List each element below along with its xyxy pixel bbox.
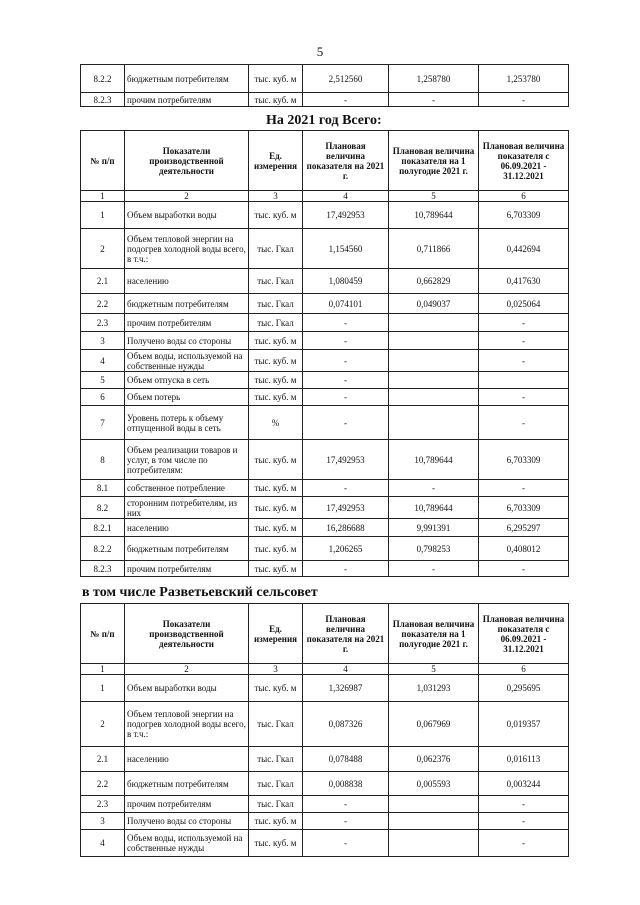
cell-col-2: Объем потерь xyxy=(125,389,249,406)
cell-col-4: 17,492953 xyxy=(303,440,389,480)
cell-col-4: - xyxy=(303,406,389,440)
header-row xyxy=(81,604,569,664)
cell-col-4: 1,080459 xyxy=(303,269,389,294)
cell-col-1: 8.2.1 xyxy=(81,519,125,537)
cell-col-6: - xyxy=(479,830,569,857)
cell-col-6: - xyxy=(479,332,569,350)
table-row xyxy=(81,389,569,406)
cell-col-1: 1 xyxy=(81,664,125,675)
cell-col-1: 2 xyxy=(81,229,125,269)
cell-col-2: населению xyxy=(125,747,249,772)
cell-col-6: 0,003244 xyxy=(479,772,569,796)
cell-col-2: Показатели производственной деятельности xyxy=(125,604,249,664)
cell-col-1: 2.2 xyxy=(81,772,125,796)
cell-col-2: Объем воды, используемой на собственные нужды xyxy=(125,350,249,372)
cell-col-4: - xyxy=(303,561,389,577)
table-row xyxy=(81,796,569,813)
table-row xyxy=(81,813,569,830)
cell-col-5: Плановая величина показателя на 1 полугодие 2021 г. xyxy=(389,604,479,664)
table-row xyxy=(81,675,569,702)
cell-col-2: прочим потребителям xyxy=(125,314,249,332)
cell-col-4: 17,492953 xyxy=(303,202,389,229)
cell-col-2: прочим потребителям xyxy=(125,561,249,577)
cell-col-1: 1 xyxy=(81,675,125,702)
cell-col-6: 6,295297 xyxy=(479,519,569,537)
cell-col-3: тыс. Гкал xyxy=(249,314,303,332)
cell-col-6: 6 xyxy=(479,664,569,675)
table-row xyxy=(81,537,569,561)
column-index-row xyxy=(81,664,569,675)
cell-col-4: 1,326987 xyxy=(303,675,389,702)
cell-col-6 xyxy=(479,372,569,389)
cell-col-3: тыс. Гкал xyxy=(249,796,303,813)
cell-col-6: - xyxy=(479,406,569,440)
cell-col-6: - xyxy=(479,561,569,577)
cell-col-6: 0,025064 xyxy=(479,294,569,314)
cell-col-4: 16,286688 xyxy=(303,519,389,537)
cell-col-5: 0,005593 xyxy=(389,772,479,796)
cell-col-3: тыс. Гкал xyxy=(249,294,303,314)
cell-col-1: 2.3 xyxy=(81,314,125,332)
cell-col-5 xyxy=(389,350,479,372)
table-row xyxy=(81,269,569,294)
cell-col-2: бюджетным потребителям xyxy=(125,65,249,93)
table-row xyxy=(81,350,569,372)
cell-col-6: - xyxy=(479,796,569,813)
cell-col-1: 5 xyxy=(81,372,125,389)
cell-col-4: - xyxy=(303,389,389,406)
cell-col-1: № п/п xyxy=(81,604,125,664)
cell-col-2: населению xyxy=(125,269,249,294)
cell-col-3: тыс. куб. м xyxy=(249,497,303,519)
table-row xyxy=(81,229,569,269)
top-table-fragment xyxy=(80,64,569,107)
table-row xyxy=(81,372,569,389)
section1-table-body xyxy=(81,131,569,577)
cell-col-2: Объем выработки воды xyxy=(125,675,249,702)
cell-col-4: 0,078488 xyxy=(303,747,389,772)
cell-col-5: - xyxy=(389,480,479,497)
cell-col-6: - xyxy=(479,813,569,830)
table-row xyxy=(81,440,569,480)
cell-col-3: тыс. куб. м xyxy=(249,675,303,702)
cell-col-5: 0,662829 xyxy=(389,269,479,294)
cell-col-2: прочим потребителям xyxy=(125,796,249,813)
cell-col-3: тыс. куб. м xyxy=(249,440,303,480)
cell-col-5 xyxy=(389,314,479,332)
cell-col-3: тыс. куб. м xyxy=(249,350,303,372)
cell-col-4: 1,206265 xyxy=(303,537,389,561)
cell-col-2: Получено воды со стороны xyxy=(125,813,249,830)
cell-col-5 xyxy=(389,830,479,857)
cell-col-6: 1,253780 xyxy=(479,65,569,93)
cell-col-2: Показатели производственной деятельности xyxy=(125,131,249,191)
cell-col-4: - xyxy=(303,796,389,813)
cell-col-2: 2 xyxy=(125,191,249,202)
cell-col-2: собственное потребление xyxy=(125,480,249,497)
cell-col-5 xyxy=(389,813,479,830)
cell-col-1: 8.2 xyxy=(81,497,125,519)
cell-col-2: Объем выработки воды xyxy=(125,202,249,229)
cell-col-4: - xyxy=(303,480,389,497)
cell-col-4: 17,492953 xyxy=(303,497,389,519)
section1-heading: На 2021 год Всего: xyxy=(266,113,382,128)
cell-col-3: тыс. куб. м xyxy=(249,813,303,830)
cell-col-6: Плановая величина показателя с 06.09.2021 - 31.12.2021 xyxy=(479,131,569,191)
table-row xyxy=(81,497,569,519)
column-index-row xyxy=(81,191,569,202)
cell-col-3: тыс. Гкал xyxy=(249,772,303,796)
table-row xyxy=(81,747,569,772)
cell-col-3: % xyxy=(249,406,303,440)
cell-col-2: 2 xyxy=(125,664,249,675)
cell-col-5 xyxy=(389,796,479,813)
cell-col-2: Объем тепловой энергии на подогрев холодной воды всего, в т.ч.: xyxy=(125,229,249,269)
section2-heading: в том числе Разветьевский сельсовет xyxy=(82,585,318,600)
cell-col-6: - xyxy=(479,480,569,497)
cell-col-1: 8.2.2 xyxy=(81,65,125,93)
cell-col-6: - xyxy=(479,350,569,372)
cell-col-3: Ед. измерения xyxy=(249,604,303,664)
cell-col-5: 10,789644 xyxy=(389,440,479,480)
cell-col-1: 8.2.3 xyxy=(81,561,125,577)
cell-col-5: 10,789644 xyxy=(389,497,479,519)
cell-col-2: бюджетным потребителям xyxy=(125,294,249,314)
cell-col-3: 3 xyxy=(249,664,303,675)
cell-col-5: 0,067969 xyxy=(389,702,479,747)
cell-col-6: 6,703309 xyxy=(479,497,569,519)
top-table-body xyxy=(81,65,569,107)
cell-col-2: Объем тепловой энергии на подогрев холодной воды всего, в т.ч.: xyxy=(125,702,249,747)
cell-col-4: - xyxy=(303,314,389,332)
cell-col-5: - xyxy=(389,561,479,577)
cell-col-3: тыс. куб. м xyxy=(249,537,303,561)
cell-col-6: 6,703309 xyxy=(479,202,569,229)
cell-col-3: тыс. Гкал xyxy=(249,269,303,294)
table-row xyxy=(81,772,569,796)
cell-col-3: тыс. куб. м xyxy=(249,202,303,229)
cell-col-1: 2.1 xyxy=(81,269,125,294)
cell-col-2: Получено воды со стороны xyxy=(125,332,249,350)
table-row xyxy=(81,561,569,577)
cell-col-6: 0,019357 xyxy=(479,702,569,747)
cell-col-1: 4 xyxy=(81,350,125,372)
cell-col-1: 2.1 xyxy=(81,747,125,772)
cell-col-2: бюджетным потребителям xyxy=(125,772,249,796)
table-row xyxy=(81,294,569,314)
cell-col-6: Плановая величина показателя с 06.09.2021 - 31.12.2021 xyxy=(479,604,569,664)
cell-col-6: 0,442694 xyxy=(479,229,569,269)
cell-col-4: 4 xyxy=(303,191,389,202)
cell-col-4: 4 xyxy=(303,664,389,675)
cell-col-4: - xyxy=(303,372,389,389)
cell-col-4: - xyxy=(303,93,389,107)
cell-col-5: 0,062376 xyxy=(389,747,479,772)
cell-col-4: Плановая величина показателя на 2021 г. xyxy=(303,131,389,191)
cell-col-5: 5 xyxy=(389,191,479,202)
cell-col-3: тыс. Гкал xyxy=(249,229,303,269)
cell-col-3: тыс. куб. м xyxy=(249,372,303,389)
cell-col-4: 0,087326 xyxy=(303,702,389,747)
cell-col-4: 0,008838 xyxy=(303,772,389,796)
cell-col-2: Уровень потерь к объему отпущенной воды в сеть xyxy=(125,406,249,440)
cell-col-5: 0,711866 xyxy=(389,229,479,269)
cell-col-1: 2 xyxy=(81,702,125,747)
cell-col-1: 2.2 xyxy=(81,294,125,314)
section2-table-body xyxy=(81,604,569,857)
cell-col-3: тыс. куб. м xyxy=(249,830,303,857)
table-row xyxy=(81,702,569,747)
cell-col-3: тыс. куб. м xyxy=(249,561,303,577)
cell-col-4: - xyxy=(303,830,389,857)
cell-col-3: Ед. измерения xyxy=(249,131,303,191)
cell-col-1: 2.3 xyxy=(81,796,125,813)
cell-col-5: 1,031293 xyxy=(389,675,479,702)
cell-col-1: № п/п xyxy=(81,131,125,191)
cell-col-6: - xyxy=(479,93,569,107)
cell-col-6: 0,295695 xyxy=(479,675,569,702)
table-row xyxy=(81,519,569,537)
cell-col-1: 4 xyxy=(81,830,125,857)
cell-col-6: 6,703309 xyxy=(479,440,569,480)
table-row xyxy=(81,406,569,440)
cell-col-3: тыс. куб. м xyxy=(249,93,303,107)
cell-col-2: сторонним потребителям, из них xyxy=(125,497,249,519)
cell-col-5: 9,991391 xyxy=(389,519,479,537)
table-row xyxy=(81,314,569,332)
cell-col-6: 0,417630 xyxy=(479,269,569,294)
page-number: 5 xyxy=(316,44,324,59)
cell-col-3: тыс. Гкал xyxy=(249,747,303,772)
cell-col-5: 0,049037 xyxy=(389,294,479,314)
cell-col-4: 1,154560 xyxy=(303,229,389,269)
cell-col-2: населению xyxy=(125,519,249,537)
cell-col-6: - xyxy=(479,389,569,406)
cell-col-1: 6 xyxy=(81,389,125,406)
header-row xyxy=(81,131,569,191)
cell-col-1: 8 xyxy=(81,440,125,480)
cell-col-3: тыс. Гкал xyxy=(249,702,303,747)
cell-col-3: тыс. куб. м xyxy=(249,519,303,537)
cell-col-4: 0,074101 xyxy=(303,294,389,314)
cell-col-6: 6 xyxy=(479,191,569,202)
cell-col-2: Объем отпуска в сеть xyxy=(125,372,249,389)
cell-col-5: Плановая величина показателя на 1 полугодие 2021 г. xyxy=(389,131,479,191)
cell-col-5: - xyxy=(389,93,479,107)
cell-col-1: 1 xyxy=(81,202,125,229)
cell-col-1: 8.2.3 xyxy=(81,93,125,107)
cell-col-1: 3 xyxy=(81,813,125,830)
section1-table xyxy=(80,130,569,577)
cell-col-2: прочим потребителям xyxy=(125,93,249,107)
table-row xyxy=(81,202,569,229)
cell-col-5: 1,258780 xyxy=(389,65,479,93)
cell-col-3: тыс. куб. м xyxy=(249,389,303,406)
cell-col-5: 5 xyxy=(389,664,479,675)
cell-col-3: тыс. куб. м xyxy=(249,480,303,497)
cell-col-4: - xyxy=(303,350,389,372)
cell-col-5: 0,798253 xyxy=(389,537,479,561)
cell-col-1: 8.2.2 xyxy=(81,537,125,561)
cell-col-1: 1 xyxy=(81,191,125,202)
cell-col-1: 3 xyxy=(81,332,125,350)
cell-col-5: 10,789644 xyxy=(389,202,479,229)
cell-col-2: Объем воды, используемой на собственные нужды xyxy=(125,830,249,857)
cell-col-4: Плановая величина показателя на 2021 г. xyxy=(303,604,389,664)
cell-col-6: 0,016113 xyxy=(479,747,569,772)
cell-col-5 xyxy=(389,332,479,350)
section2-table xyxy=(80,603,569,857)
cell-col-1: 8.1 xyxy=(81,480,125,497)
cell-col-6: 0,408012 xyxy=(479,537,569,561)
cell-col-5 xyxy=(389,389,479,406)
cell-col-6: - xyxy=(479,314,569,332)
cell-col-1: 7 xyxy=(81,406,125,440)
table-row xyxy=(81,480,569,497)
cell-col-5 xyxy=(389,406,479,440)
cell-col-2: Объем реализации товаров и услуг, в том числе по потребителям: xyxy=(125,440,249,480)
table-row xyxy=(81,332,569,350)
table-row xyxy=(81,93,569,107)
cell-col-3: тыс. куб. м xyxy=(249,65,303,93)
table-row xyxy=(81,830,569,857)
cell-col-4: 2,512560 xyxy=(303,65,389,93)
cell-col-2: бюджетным потребителям xyxy=(125,537,249,561)
cell-col-4: - xyxy=(303,813,389,830)
table-row xyxy=(81,65,569,93)
cell-col-3: тыс. куб. м xyxy=(249,332,303,350)
cell-col-3: 3 xyxy=(249,191,303,202)
cell-col-4: - xyxy=(303,332,389,350)
cell-col-5 xyxy=(389,372,479,389)
